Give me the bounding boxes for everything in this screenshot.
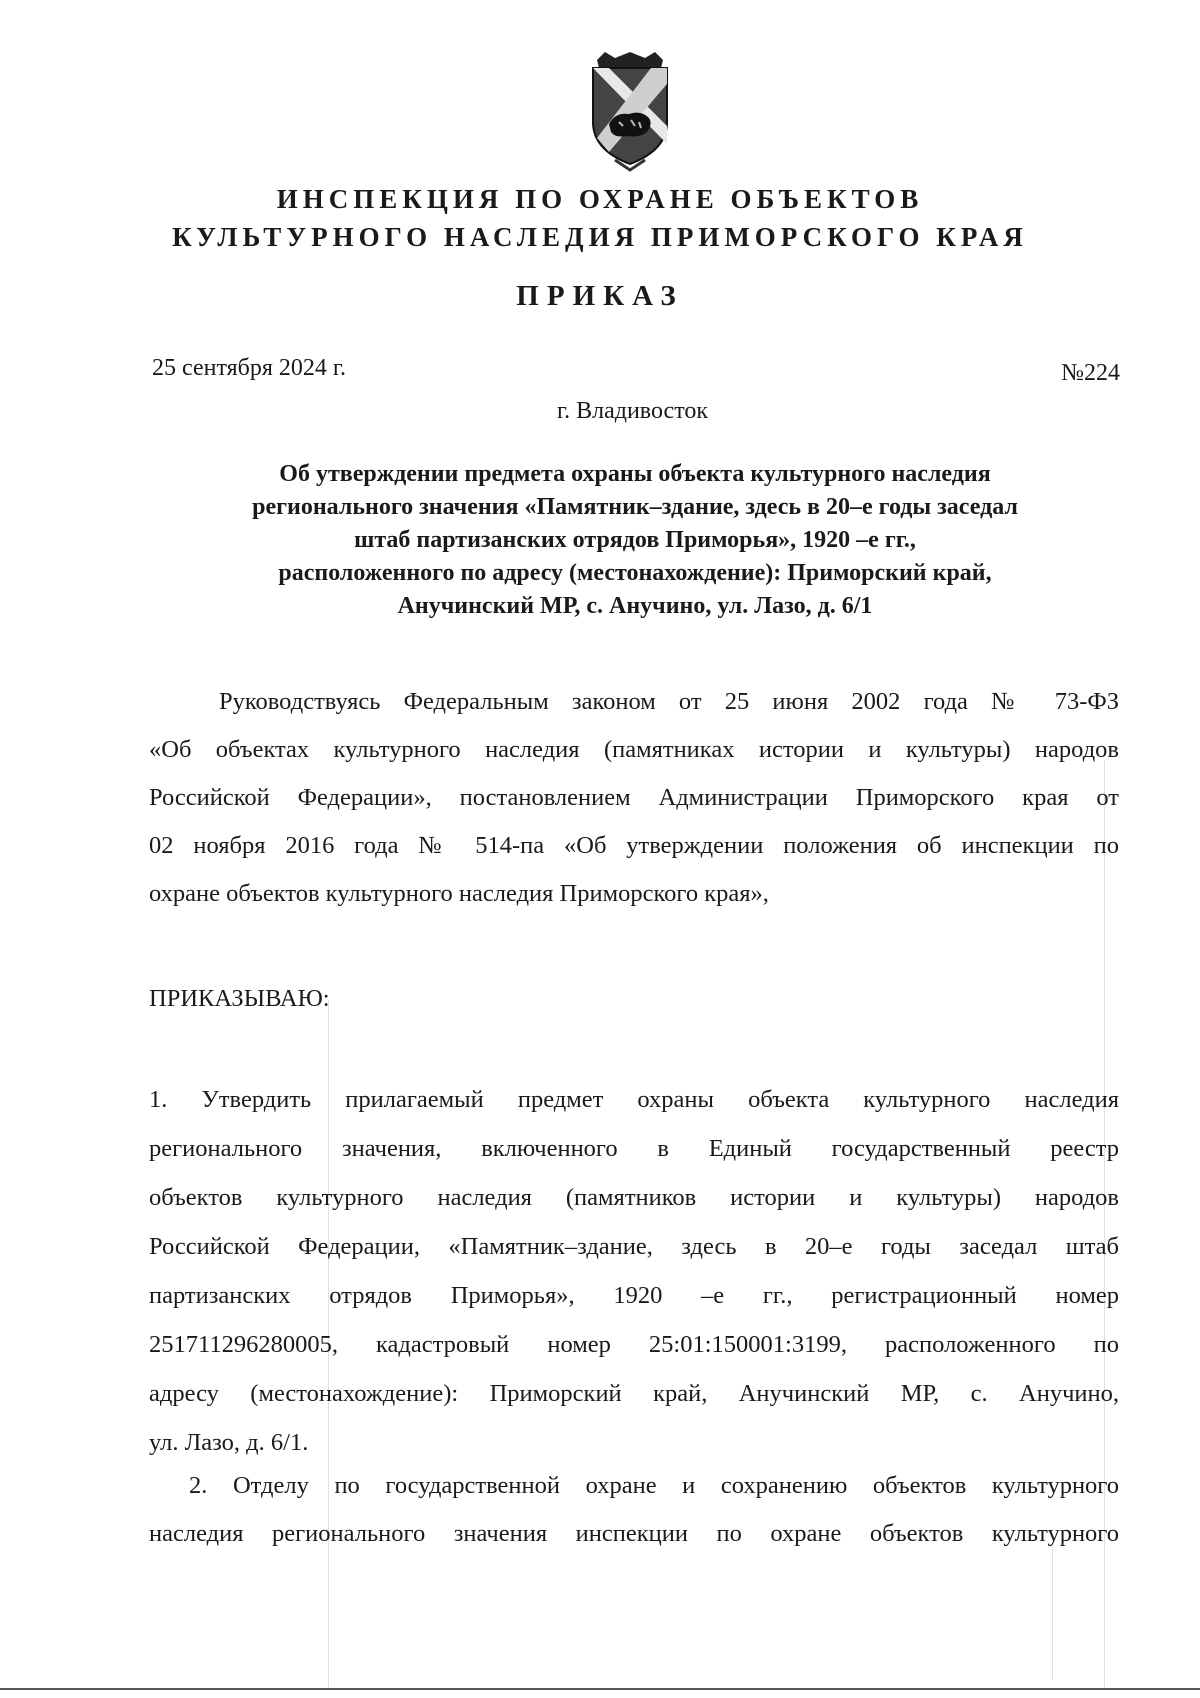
scan-bottom-edge bbox=[0, 1688, 1200, 1690]
body-line: ул. Лазо, д. 6/1. bbox=[149, 1429, 309, 1456]
title-line: Анучинский МР, с. Анучино, ул. Лазо, д. 6/1 bbox=[397, 593, 873, 619]
document-date: 25 сентября 2024 г. bbox=[152, 355, 347, 381]
title-line: Об утверждении предмета охраны объекта культурного наследия bbox=[279, 461, 991, 487]
order-item-2 bbox=[149, 1462, 1119, 1558]
body-line: адресу (местонахождение): Приморский край, Анучинский МР, с. Анучино, bbox=[149, 1380, 1119, 1407]
body-line: Российской Федерации», постановлением Администрации Приморского края от bbox=[149, 784, 1119, 811]
body-line: «Об объектах культурного наследия (памятниках истории и культуры) народов bbox=[149, 736, 1119, 763]
scan-crease bbox=[1052, 1540, 1053, 1680]
coat-of-arms-icon bbox=[575, 52, 685, 172]
body-line: объектов культурного наследия (памятников истории и культуры) народов bbox=[149, 1184, 1119, 1211]
body-line: регионального значения, включенного в Единый государственный реестр bbox=[149, 1135, 1119, 1162]
order-item-1 bbox=[149, 1075, 1119, 1467]
body-line: 1. Утвердить прилагаемый предмет охраны объекта культурного наследия bbox=[149, 1086, 1119, 1113]
preamble-paragraph bbox=[149, 678, 1119, 918]
body-line: наследия регионального значения инспекции по охране объектов культурного bbox=[149, 1520, 1119, 1547]
body-line: 2. Отделу по государственной охране и сохранению объектов культурного bbox=[189, 1472, 1119, 1499]
body-line: 251711296280005, кадастровый номер 25:01:150001:3199, расположенного по bbox=[149, 1331, 1119, 1358]
body-line: партизанских отрядов Приморья», 1920 –е гг., регистрационный номер bbox=[149, 1282, 1119, 1309]
body-line: охране объектов культурного наследия Приморского края», bbox=[149, 880, 769, 907]
title-line: регионального значения «Памятник–здание, здесь в 20–е годы заседал bbox=[252, 494, 1018, 520]
document-title bbox=[150, 458, 1120, 623]
document-city: г. Владивосток bbox=[556, 398, 709, 424]
document-number: №224 bbox=[1061, 360, 1120, 386]
title-line: штаб партизанских отрядов Приморья», 1920 –е гг., bbox=[354, 527, 916, 553]
organization-name-line1: ИНСПЕКЦИЯ ПО ОХРАНЕ ОБЪЕКТОВ bbox=[276, 184, 924, 214]
body-line: Руководствуясь Федеральным законом от 25 июня 2002 года № 73-ФЗ bbox=[219, 688, 1119, 715]
title-line: расположенного по адресу (местонахождение): Приморский край, bbox=[278, 560, 992, 586]
organization-name-line2: КУЛЬТУРНОГО НАСЛЕДИЯ ПРИМОРСКОГО КРАЯ bbox=[172, 222, 1028, 252]
document-type: ПРИКАЗ bbox=[516, 280, 684, 312]
order-directive: ПРИКАЗЫВАЮ: bbox=[149, 985, 330, 1012]
body-line: Российской Федерации, «Памятник–здание, здесь в 20–е годы заседал штаб bbox=[149, 1233, 1119, 1260]
scan-crease bbox=[1104, 760, 1105, 1690]
body-line: 02 ноября 2016 года № 514-па «Об утверждении положения об инспекции по bbox=[149, 832, 1119, 859]
scan-crease bbox=[328, 1000, 329, 1690]
